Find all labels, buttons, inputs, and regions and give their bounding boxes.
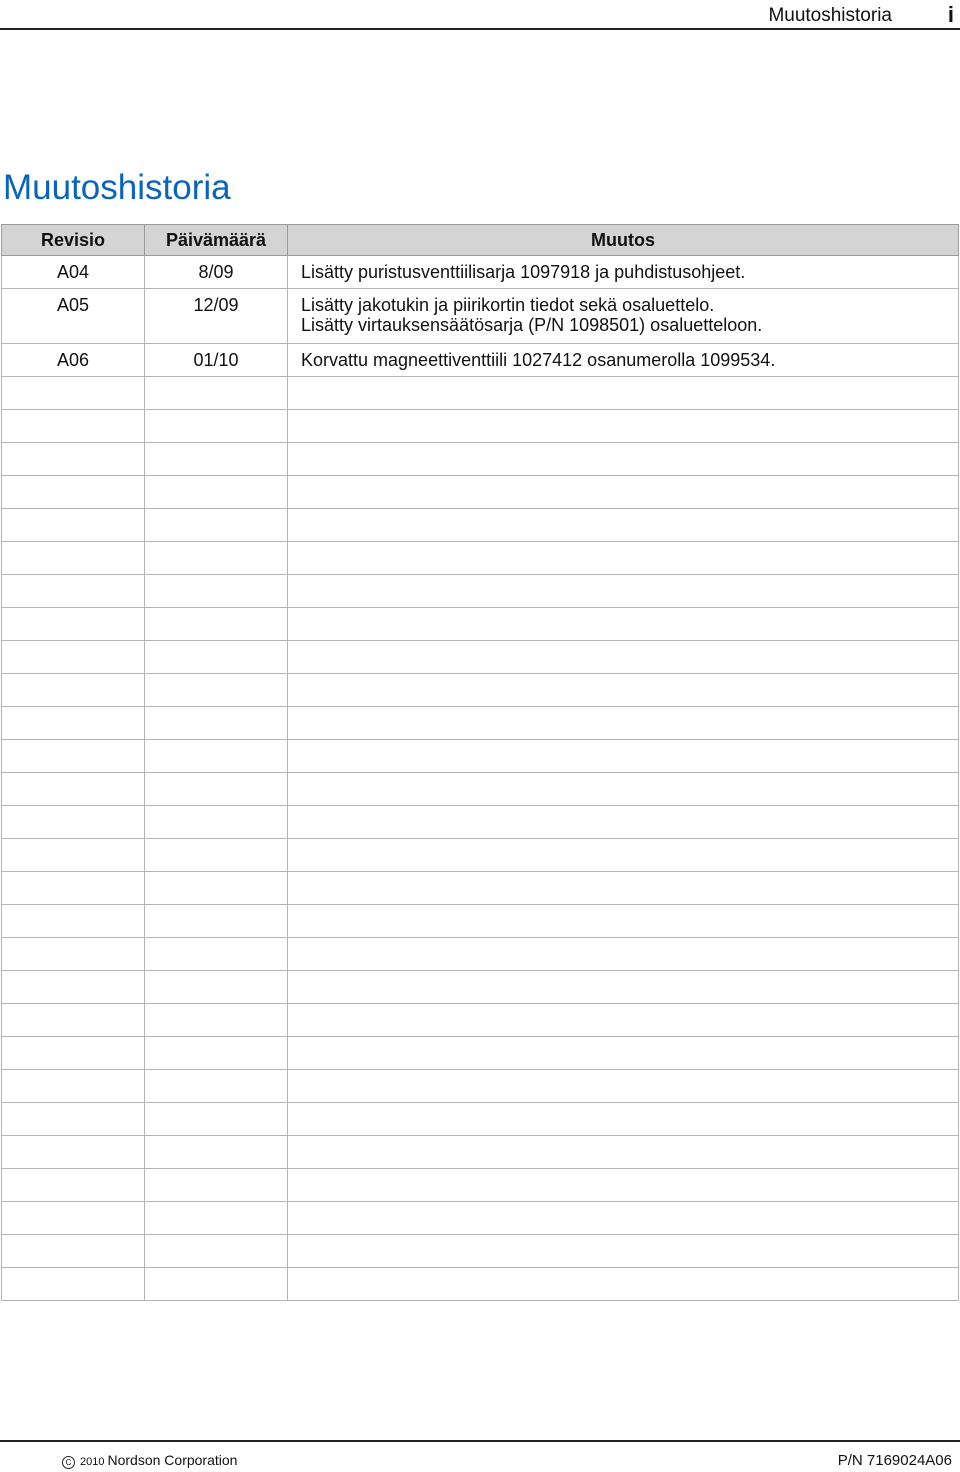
empty-table-row — [2, 674, 959, 707]
empty-table-row — [2, 1169, 959, 1202]
date-cell: 01/10 — [145, 344, 288, 377]
empty-cell — [2, 1169, 145, 1202]
empty-table-row — [2, 806, 959, 839]
empty-table-row — [2, 971, 959, 1004]
empty-cell — [288, 707, 959, 740]
empty-cell — [145, 509, 288, 542]
empty-table-row — [2, 773, 959, 806]
empty-cell — [288, 1202, 959, 1235]
empty-cell — [288, 1235, 959, 1268]
empty-cell — [2, 410, 145, 443]
empty-table-row — [2, 1004, 959, 1037]
empty-table-row — [2, 1136, 959, 1169]
empty-cell — [288, 1037, 959, 1070]
empty-cell — [2, 806, 145, 839]
empty-cell — [2, 443, 145, 476]
empty-cell — [288, 839, 959, 872]
empty-cell — [2, 773, 145, 806]
empty-table-row — [2, 1070, 959, 1103]
company-name: Nordson Corporation — [107, 1452, 238, 1468]
empty-table-row — [2, 641, 959, 674]
empty-cell — [2, 839, 145, 872]
empty-cell — [2, 938, 145, 971]
empty-cell — [145, 938, 288, 971]
empty-cell — [145, 872, 288, 905]
empty-cell — [145, 1169, 288, 1202]
empty-cell — [145, 410, 288, 443]
empty-cell — [2, 740, 145, 773]
empty-cell — [145, 905, 288, 938]
empty-cell — [288, 608, 959, 641]
page-number: i — [947, 2, 954, 27]
empty-table-row — [2, 377, 959, 410]
empty-cell — [145, 1136, 288, 1169]
empty-cell — [145, 971, 288, 1004]
empty-table-row — [2, 1202, 959, 1235]
change-text: Lisätty virtauksensäätösarja (P/N 1098501) osaluetteloon. — [301, 315, 763, 335]
date-cell: 8/09 — [145, 256, 288, 289]
empty-cell — [288, 773, 959, 806]
empty-cell — [2, 1103, 145, 1136]
revision-cell: A04 — [2, 256, 145, 289]
empty-table-row — [2, 443, 959, 476]
empty-cell — [145, 575, 288, 608]
empty-cell — [2, 575, 145, 608]
empty-cell — [145, 1070, 288, 1103]
table-body — [2, 256, 959, 1301]
empty-cell — [145, 707, 288, 740]
change-text: Lisätty puristusventtiilisarja 1097918 ja puhdistusohjeet. — [301, 262, 746, 282]
empty-cell — [145, 674, 288, 707]
table-row — [2, 256, 959, 289]
revision-cell: A06 — [2, 344, 145, 377]
empty-cell — [288, 905, 959, 938]
page-footer — [0, 1440, 960, 1472]
column-header-revision: Revisio — [2, 225, 145, 256]
empty-cell — [288, 1136, 959, 1169]
table-row — [2, 289, 959, 344]
empty-table-row — [2, 1037, 959, 1070]
empty-cell — [288, 1268, 959, 1301]
empty-cell — [145, 773, 288, 806]
empty-table-row — [2, 476, 959, 509]
empty-cell — [288, 410, 959, 443]
empty-cell — [288, 1169, 959, 1202]
empty-cell — [145, 1103, 288, 1136]
empty-cell — [288, 1070, 959, 1103]
part-number: P/N 7169024A06 — [837, 1452, 952, 1469]
empty-table-row — [2, 608, 959, 641]
empty-cell — [288, 476, 959, 509]
empty-cell — [2, 509, 145, 542]
empty-cell — [2, 542, 145, 575]
empty-cell — [2, 641, 145, 674]
empty-table-row — [2, 1103, 959, 1136]
empty-cell — [145, 1037, 288, 1070]
page-title: Muutoshistoria — [3, 168, 231, 207]
empty-table-row — [2, 542, 959, 575]
empty-cell — [288, 575, 959, 608]
empty-cell — [288, 971, 959, 1004]
empty-cell — [2, 1268, 145, 1301]
empty-cell — [145, 443, 288, 476]
empty-cell — [2, 971, 145, 1004]
empty-cell — [288, 641, 959, 674]
copyright-icon: C — [62, 1456, 75, 1469]
header-title: Muutoshistoria — [768, 5, 892, 26]
empty-cell — [145, 1268, 288, 1301]
empty-table-row — [2, 707, 959, 740]
empty-cell — [288, 1004, 959, 1037]
empty-cell — [288, 443, 959, 476]
empty-cell — [145, 1235, 288, 1268]
empty-cell — [2, 377, 145, 410]
empty-cell — [145, 608, 288, 641]
empty-cell — [288, 377, 959, 410]
empty-cell — [288, 938, 959, 971]
empty-cell — [2, 1037, 145, 1070]
revision-history-table — [1, 224, 959, 1301]
change-cell — [288, 344, 959, 377]
column-header-change: Muutos — [288, 225, 959, 256]
empty-cell — [2, 707, 145, 740]
empty-cell — [288, 509, 959, 542]
change-cell — [288, 256, 959, 289]
page-header — [0, 0, 960, 30]
empty-cell — [2, 1136, 145, 1169]
empty-cell — [2, 872, 145, 905]
copyright-year: 2010 — [80, 1456, 105, 1468]
empty-cell — [2, 1004, 145, 1037]
empty-table-row — [2, 839, 959, 872]
empty-cell — [2, 1202, 145, 1235]
empty-cell — [288, 1103, 959, 1136]
empty-cell — [2, 608, 145, 641]
empty-table-row — [2, 575, 959, 608]
empty-table-row — [2, 905, 959, 938]
empty-cell — [288, 740, 959, 773]
empty-table-row — [2, 872, 959, 905]
empty-table-row — [2, 938, 959, 971]
empty-cell — [145, 1202, 288, 1235]
empty-cell — [145, 377, 288, 410]
empty-cell — [145, 839, 288, 872]
empty-table-row — [2, 1235, 959, 1268]
empty-cell — [2, 905, 145, 938]
empty-cell — [288, 872, 959, 905]
footer-copyright — [62, 1452, 237, 1469]
empty-cell — [145, 740, 288, 773]
empty-cell — [145, 1004, 288, 1037]
empty-cell — [145, 806, 288, 839]
empty-cell — [145, 476, 288, 509]
change-text: Lisätty jakotukin ja piirikortin tiedot sekä osaluettelo. — [301, 295, 715, 315]
empty-cell — [288, 674, 959, 707]
empty-cell — [2, 674, 145, 707]
empty-table-row — [2, 509, 959, 542]
change-text: Korvattu magneettiventtiili 1027412 osanumerolla 1099534. — [301, 350, 776, 370]
empty-cell — [145, 641, 288, 674]
empty-cell — [2, 476, 145, 509]
empty-table-row — [2, 740, 959, 773]
empty-table-row — [2, 1268, 959, 1301]
revision-cell: A05 — [2, 289, 145, 344]
date-cell: 12/09 — [145, 289, 288, 344]
empty-table-row — [2, 410, 959, 443]
table-header-row — [2, 225, 959, 256]
empty-cell — [288, 542, 959, 575]
table-row — [2, 344, 959, 377]
empty-cell — [2, 1235, 145, 1268]
empty-cell — [288, 806, 959, 839]
empty-cell — [145, 542, 288, 575]
change-cell — [288, 289, 959, 344]
empty-cell — [2, 1070, 145, 1103]
column-header-date: Päivämäärä — [145, 225, 288, 256]
